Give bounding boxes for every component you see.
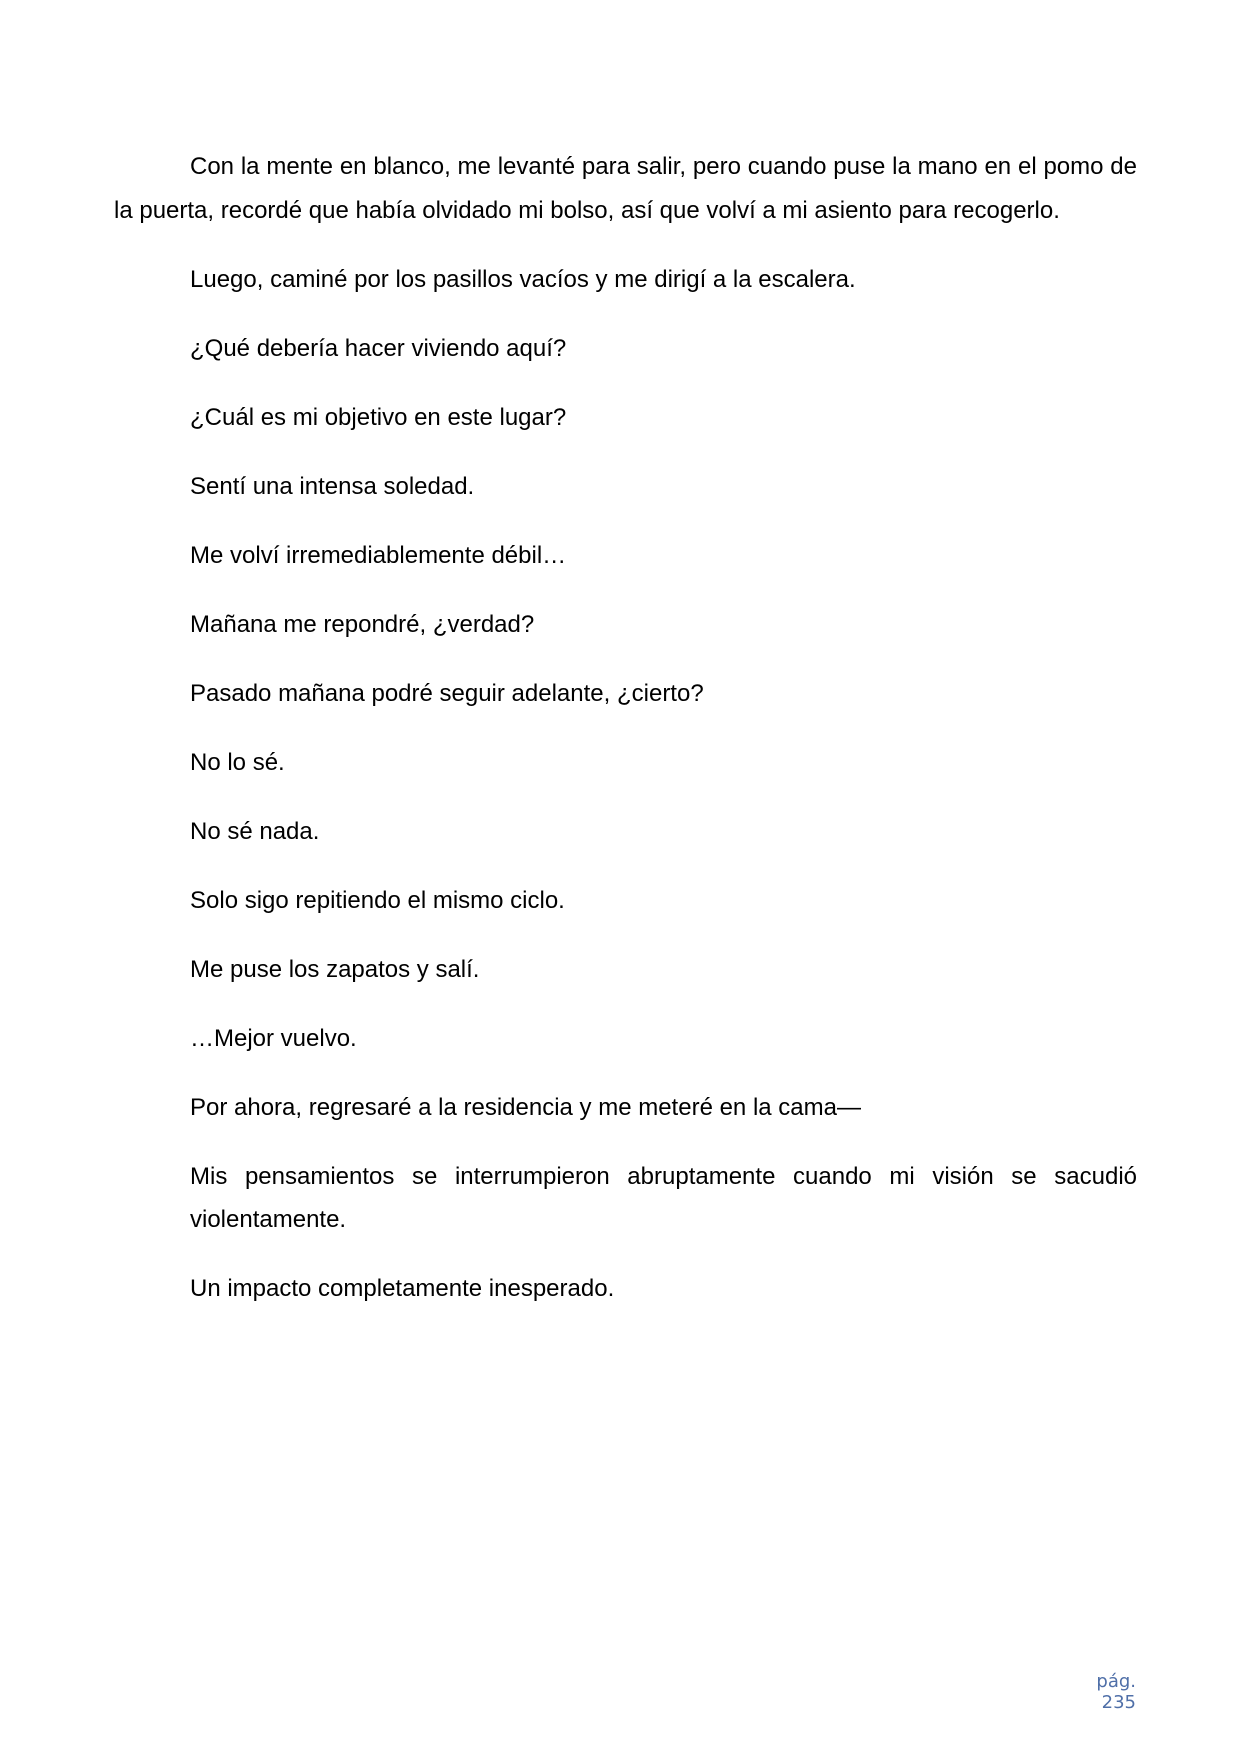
paragraph: ¿Cuál es mi objetivo en este lugar? [190, 403, 567, 431]
paragraph: Un impacto completamente inesperado. [190, 1275, 615, 1302]
paragraph: Mañana me repondré, ¿verdad? [190, 610, 535, 638]
paragraph: …Mejor vuelvo. [190, 1024, 357, 1052]
paragraph: ¿Qué debería hacer viviendo aquí? [190, 334, 567, 362]
paragraph: Pasado mañana podré seguir adelante, ¿cierto? [190, 679, 704, 707]
paragraph: Solo sigo repitiendo el mismo ciclo. [190, 886, 565, 914]
paragraph: No sé nada. [190, 817, 320, 845]
paragraph: Con la mente en blanco, me levanté para salir, pero cuando puse la mano en el pomo de la puerta, recordé que había olvidado mi bolso, así que volví a mi asiento para recogerlo. [114, 153, 1137, 224]
paragraph: No lo sé. [190, 748, 285, 776]
paragraph: Luego, caminé por los pasillos vacíos y me dirigí a la escalera. [190, 265, 856, 293]
page-number: pág. 235 [1096, 1671, 1136, 1713]
paragraph: Me puse los zapatos y salí. [190, 955, 480, 983]
paragraph: Por ahora, regresaré a la residencia y me meteré en la cama— [190, 1093, 861, 1121]
paragraph: Mis pensamientos se interrumpieron abruptamente cuando mi visión se sacudió violentamente. [190, 1162, 1137, 1233]
document-body [114, 145, 1137, 1336]
paragraph: Sentí una intensa soledad. [190, 472, 475, 500]
paragraph: Me volví irremediablemente débil… [190, 541, 567, 569]
